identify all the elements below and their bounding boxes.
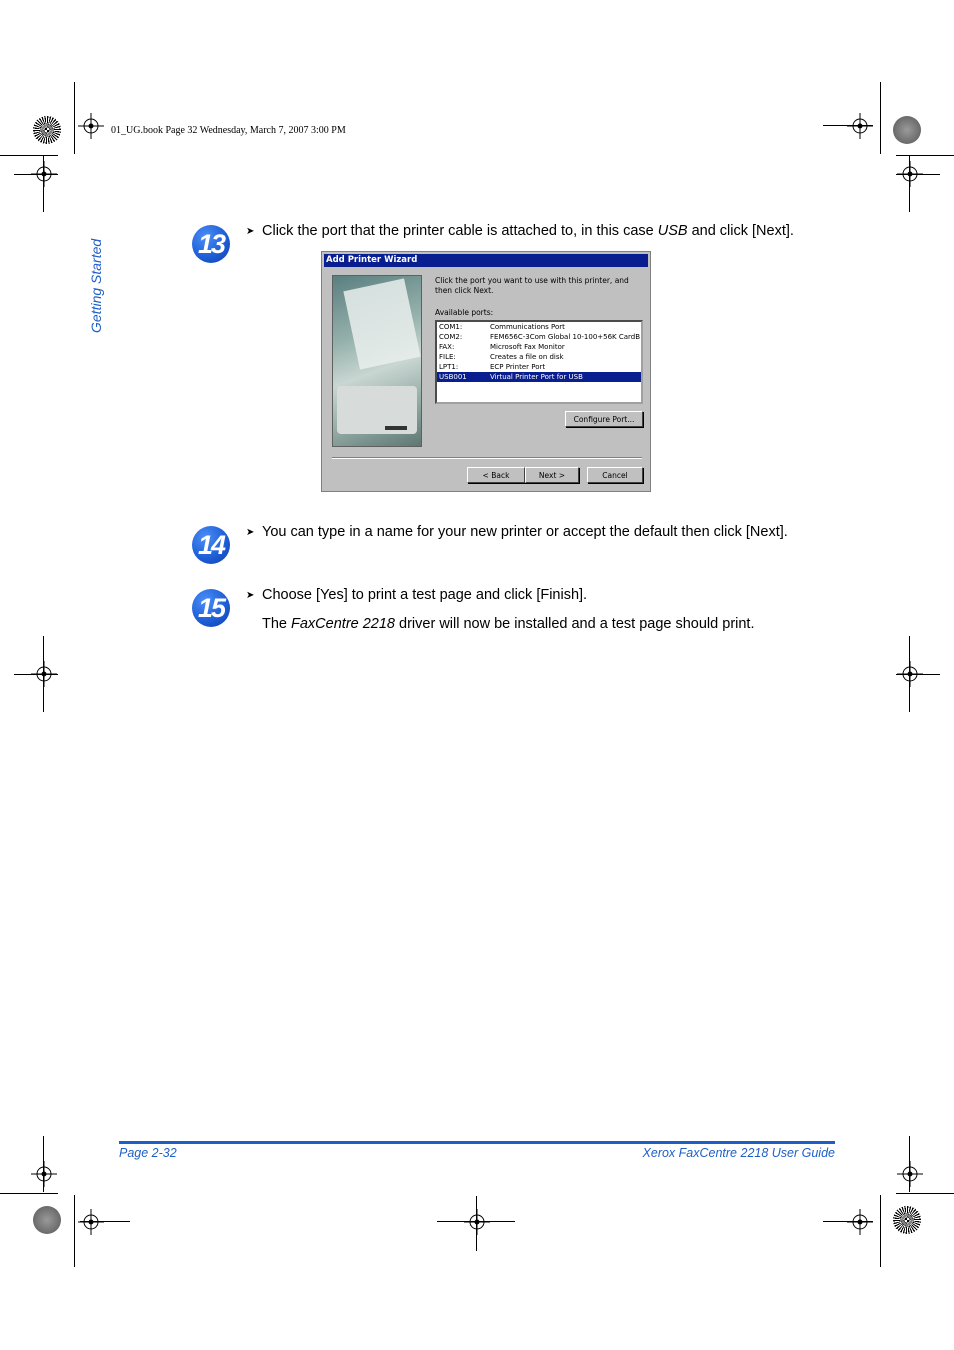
starburst-mark-icon (893, 1206, 921, 1234)
port-row[interactable]: COM1: Communications Port (439, 323, 565, 331)
registration-mark-icon (78, 1209, 104, 1235)
ports-list[interactable] (435, 320, 643, 404)
add-printer-wizard-dialog (321, 251, 651, 492)
gray-target-mark-icon (33, 1206, 61, 1234)
gray-target-mark-icon (893, 116, 921, 144)
registration-mark-icon (897, 1161, 923, 1187)
port-row[interactable]: COM2: FEM656C-3Com Global 10-100+56K CardB (439, 333, 641, 341)
port-row[interactable]: LPT1: ECP Printer Port (439, 363, 546, 371)
step-instruction: ➤ You can type in a name for your new printer or accept the default then click [Next]. (246, 524, 788, 540)
step-number-badge: 13 (192, 225, 230, 263)
registration-mark-icon (78, 113, 104, 139)
available-ports-label: Available ports: (435, 308, 494, 317)
section-side-tab: Getting Started (88, 238, 104, 333)
cancel-button[interactable]: Cancel (587, 467, 643, 483)
back-button[interactable]: < Back (467, 467, 525, 483)
guide-title: Xerox FaxCentre 2218 User Guide (642, 1146, 835, 1160)
page-number: Page 2-32 (119, 1146, 177, 1160)
port-row[interactable]: FILE: Creates a file on disk (439, 353, 564, 361)
book-header: 01_UG.book Page 32 Wednesday, March 7, 2007 3:00 PM (111, 125, 346, 136)
port-row[interactable]: FAX: Microsoft Fax Monitor (439, 343, 565, 351)
registration-mark-icon (847, 1209, 873, 1235)
dialog-title: Add Printer Wizard (324, 254, 648, 267)
printer-illustration (332, 275, 422, 447)
arrow-bullet-icon: ➤ (246, 527, 255, 538)
step-number-badge: 15 (192, 589, 230, 627)
step-note: The FaxCentre 2218 driver will now be installed and a test page should print. (262, 616, 755, 632)
registration-mark-icon (31, 1161, 57, 1187)
step-number-badge: 14 (192, 526, 230, 564)
step-instruction: ➤ Choose [Yes] to print a test page and click [Finish]. (246, 587, 588, 603)
dialog-separator (332, 457, 642, 459)
arrow-bullet-icon: ➤ (246, 590, 255, 601)
dialog-instruction: Click the port you want to use with this printer, and then click Next. (435, 276, 629, 295)
configure-port-button[interactable]: Configure Port... (565, 411, 643, 427)
registration-mark-icon (847, 113, 873, 139)
starburst-mark-icon (33, 116, 61, 144)
arrow-bullet-icon: ➤ (246, 226, 255, 237)
footer-rule (119, 1141, 835, 1144)
registration-mark-icon (464, 1209, 490, 1235)
step-instruction: ➤ Click the port that the printer cable is attached to, in this case USB and click [Next]. (246, 223, 794, 239)
port-row-selected[interactable]: USB001 Virtual Printer Port for USB (437, 372, 641, 382)
next-button[interactable]: Next > (525, 467, 579, 483)
